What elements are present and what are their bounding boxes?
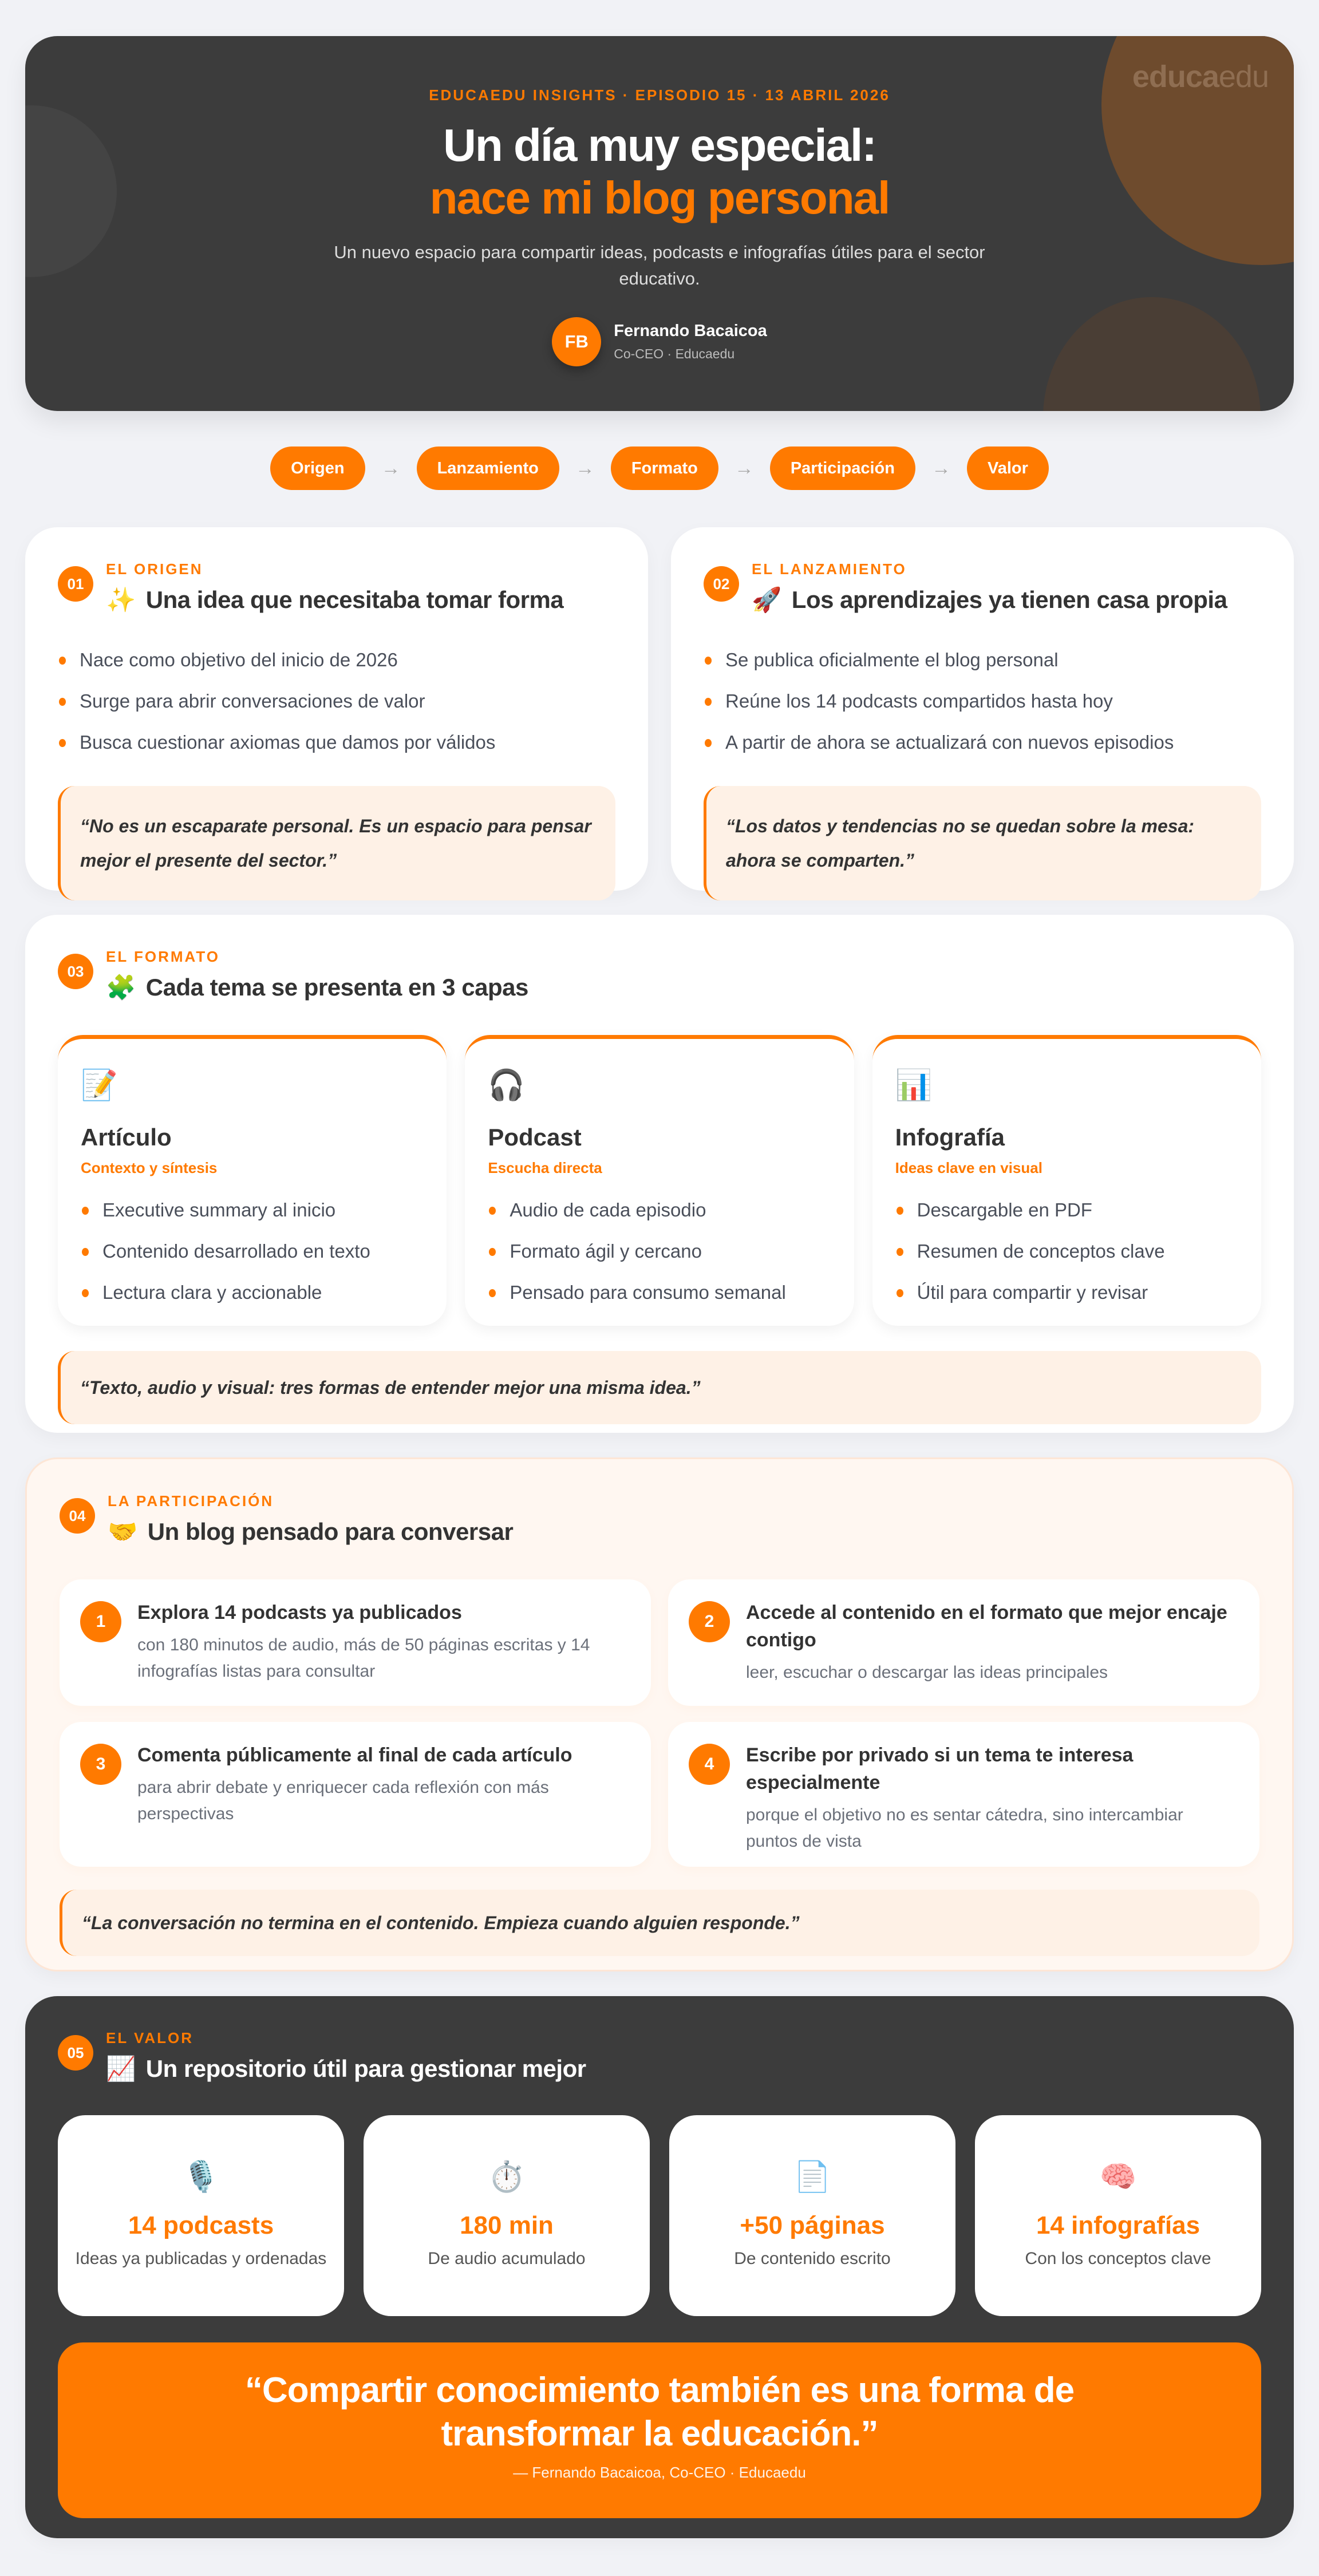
nav-pill-lanzamiento[interactable]: Lanzamiento bbox=[417, 447, 559, 490]
section-valor bbox=[25, 1996, 1294, 2538]
step-number: 2 bbox=[689, 1601, 730, 1642]
handshake-icon: 🤝 bbox=[108, 1518, 137, 1545]
step-number: 4 bbox=[689, 1744, 730, 1785]
section-quote: “Texto, audio y visual: tres formas de entender mejor una misma idea.” bbox=[58, 1351, 1261, 1424]
list-item: Contenido desarrollado en texto bbox=[81, 1231, 424, 1272]
section-title: 📈 Un repositorio útil para gestionar mejor bbox=[106, 2055, 586, 2082]
list-item: Formato ágil y cercano bbox=[488, 1231, 831, 1272]
list-item: Se publica oficialmente el blog personal bbox=[704, 639, 1261, 681]
layer-subtitle: Escucha directa bbox=[488, 1159, 602, 1176]
list-item: A partir de ahora se actualizará con nuevos episodios bbox=[704, 722, 1261, 763]
step-card bbox=[60, 1579, 651, 1706]
layer-card-podcast bbox=[465, 1035, 854, 1326]
layer-title: Infografía bbox=[895, 1124, 1005, 1151]
section-participacion bbox=[25, 1457, 1294, 1971]
memo-icon: 📝 bbox=[81, 1069, 118, 1102]
arrow-right-icon: → bbox=[575, 457, 595, 479]
section-quote: “Los datos y tendencias no se quedan sobre la mesa: ahora se comparten.” bbox=[704, 786, 1261, 900]
section-number: 02 bbox=[704, 566, 739, 602]
step-title: Escribe por privado si un tema te interesa especialmente bbox=[746, 1744, 1134, 1793]
step-description: para abrir debate y enriquecer cada reflexión con más perspectivas bbox=[137, 1778, 549, 1823]
list-item: Surge para abrir conversaciones de valor bbox=[58, 681, 615, 722]
sparkles-icon: ✨ bbox=[106, 586, 136, 613]
author-role: Co-CEO · Educaedu bbox=[614, 346, 735, 361]
stat-label: De audio acumulado bbox=[428, 2249, 586, 2268]
step-description: leer, escuchar o descargar las ideas principales bbox=[746, 1663, 1108, 1682]
page-subtitle: Un nuevo espacio para compartir ideas, podcasts e infografías útiles para el sector educativo. bbox=[334, 242, 985, 289]
arrow-right-icon: → bbox=[931, 457, 951, 479]
layer-title: Podcast bbox=[488, 1124, 582, 1151]
closing-quote-banner bbox=[58, 2342, 1261, 2518]
arrow-right-icon: → bbox=[381, 457, 401, 479]
section-origen bbox=[25, 527, 648, 891]
stat-card bbox=[975, 2115, 1261, 2316]
section-kicker: EL VALOR bbox=[106, 2029, 194, 2046]
section-number: 04 bbox=[60, 1498, 95, 1534]
section-kicker: LA PARTICIPACIÓN bbox=[108, 1492, 274, 1510]
list-item: Descargable en PDF bbox=[895, 1190, 1238, 1231]
nav-pill-valor[interactable]: Valor bbox=[967, 447, 1049, 490]
list-item: Pensado para consumo semanal bbox=[488, 1272, 831, 1313]
nav-pill-origen[interactable]: Origen bbox=[270, 447, 365, 490]
section-kicker: EL ORIGEN bbox=[106, 560, 203, 578]
list-item: Reúne los 14 podcasts compartidos hasta hoy bbox=[704, 681, 1261, 722]
document-icon: 📄 bbox=[793, 2160, 831, 2194]
closing-quote-author: — Fernando Bacaicoa, Co-CEO · Educaedu bbox=[513, 2464, 806, 2481]
stat-card bbox=[58, 2115, 344, 2316]
headphones-icon: 🎧 bbox=[488, 1069, 526, 1102]
rocket-icon: 🚀 bbox=[752, 586, 781, 613]
section-number: 05 bbox=[58, 2035, 93, 2071]
avatar: FB bbox=[552, 317, 601, 366]
nav-pill-participacion[interactable]: Participación bbox=[770, 447, 915, 490]
step-title: Accede al contenido en el formato que mejor encaje contigo bbox=[746, 1602, 1227, 1651]
puzzle-icon: 🧩 bbox=[106, 974, 136, 1001]
stat-value: 14 podcasts bbox=[128, 2211, 274, 2239]
stopwatch-icon: ⏱️ bbox=[488, 2160, 526, 2194]
step-description: porque el objetivo no es sentar cátedra, sino intercambiar puntos de vista bbox=[746, 1805, 1183, 1851]
layer-card-articulo bbox=[58, 1035, 447, 1326]
hero-banner bbox=[25, 36, 1294, 411]
list-item: Audio de cada episodio bbox=[488, 1190, 831, 1231]
author-name: Fernando Bacaicoa bbox=[614, 322, 767, 340]
step-card bbox=[60, 1722, 651, 1867]
section-nav bbox=[25, 447, 1294, 490]
nav-pill-formato[interactable]: Formato bbox=[611, 447, 718, 490]
section-formato bbox=[25, 915, 1294, 1433]
section-lanzamiento bbox=[671, 527, 1294, 891]
list-item: Resumen de conceptos clave bbox=[895, 1231, 1238, 1272]
section-quote: “La conversación no termina en el contenido. Empieza cuando alguien responde.” bbox=[60, 1890, 1259, 1956]
stat-value: +50 páginas bbox=[740, 2211, 885, 2239]
section-title: 🚀 Los aprendizajes ya tienen casa propia bbox=[752, 586, 1227, 613]
chart-up-icon: 📈 bbox=[106, 2055, 136, 2082]
section-kicker: EL LANZAMIENTO bbox=[752, 560, 907, 578]
stat-value: 180 min bbox=[460, 2211, 554, 2239]
section-title: 🧩 Cada tema se presenta en 3 capas bbox=[106, 974, 528, 1001]
stat-card bbox=[364, 2115, 650, 2316]
section-title: ✨ Una idea que necesitaba tomar forma bbox=[106, 586, 564, 613]
episode-eyebrow: EDUCAEDU INSIGHTS · EPISODIO 15 · 13 ABRIL 2026 bbox=[429, 86, 890, 104]
list-item: Nace como objetivo del inicio de 2026 bbox=[58, 639, 615, 681]
stat-card bbox=[669, 2115, 955, 2316]
section-quote: “No es un escaparate personal. Es un espacio para pensar mejor el presente del sector.” bbox=[58, 786, 615, 900]
list-item: Executive summary al inicio bbox=[81, 1190, 424, 1231]
section-number: 03 bbox=[58, 954, 93, 989]
arrow-right-icon: → bbox=[734, 457, 754, 479]
step-card bbox=[668, 1579, 1259, 1706]
layer-card-infografia bbox=[872, 1035, 1261, 1326]
layer-title: Artículo bbox=[81, 1124, 172, 1151]
list-item: Busca cuestionar axiomas que damos por válidos bbox=[58, 722, 615, 763]
section-kicker: EL FORMATO bbox=[106, 948, 220, 965]
list-item: Lectura clara y accionable bbox=[81, 1272, 424, 1313]
page-title: Un día muy especial: nace mi blog personal bbox=[429, 120, 890, 223]
educaedu-logo: educaedu bbox=[1132, 60, 1269, 94]
microphone-icon: 🎙️ bbox=[182, 2160, 220, 2194]
author-block bbox=[25, 317, 1294, 366]
section-title: 🤝 Un blog pensado para conversar bbox=[108, 1518, 514, 1545]
step-title: Explora 14 podcasts ya publicados bbox=[137, 1602, 462, 1623]
step-number: 3 bbox=[80, 1744, 121, 1785]
closing-quote: “Compartir conocimiento también es una forma de transformar la educación.” bbox=[244, 2370, 1075, 2453]
step-description: con 180 minutos de audio, más de 50 páginas escritas y 14 infografías listas para consultar bbox=[137, 1635, 590, 1681]
stat-label: Con los conceptos clave bbox=[1025, 2249, 1211, 2268]
section-number: 01 bbox=[58, 566, 93, 602]
bar-chart-icon: 📊 bbox=[895, 1069, 933, 1102]
brain-icon: 🧠 bbox=[1099, 2160, 1137, 2194]
stat-label: De contenido escrito bbox=[734, 2249, 891, 2268]
layer-subtitle: Ideas clave en visual bbox=[895, 1159, 1042, 1176]
list-item: Útil para compartir y revisar bbox=[895, 1272, 1238, 1313]
step-card bbox=[668, 1722, 1259, 1867]
step-number: 1 bbox=[80, 1601, 121, 1642]
stat-value: 14 infografías bbox=[1036, 2211, 1200, 2239]
step-title: Comenta públicamente al final de cada artículo bbox=[137, 1744, 572, 1766]
layer-subtitle: Contexto y síntesis bbox=[81, 1159, 218, 1176]
stat-label: Ideas ya publicadas y ordenadas bbox=[75, 2249, 327, 2268]
